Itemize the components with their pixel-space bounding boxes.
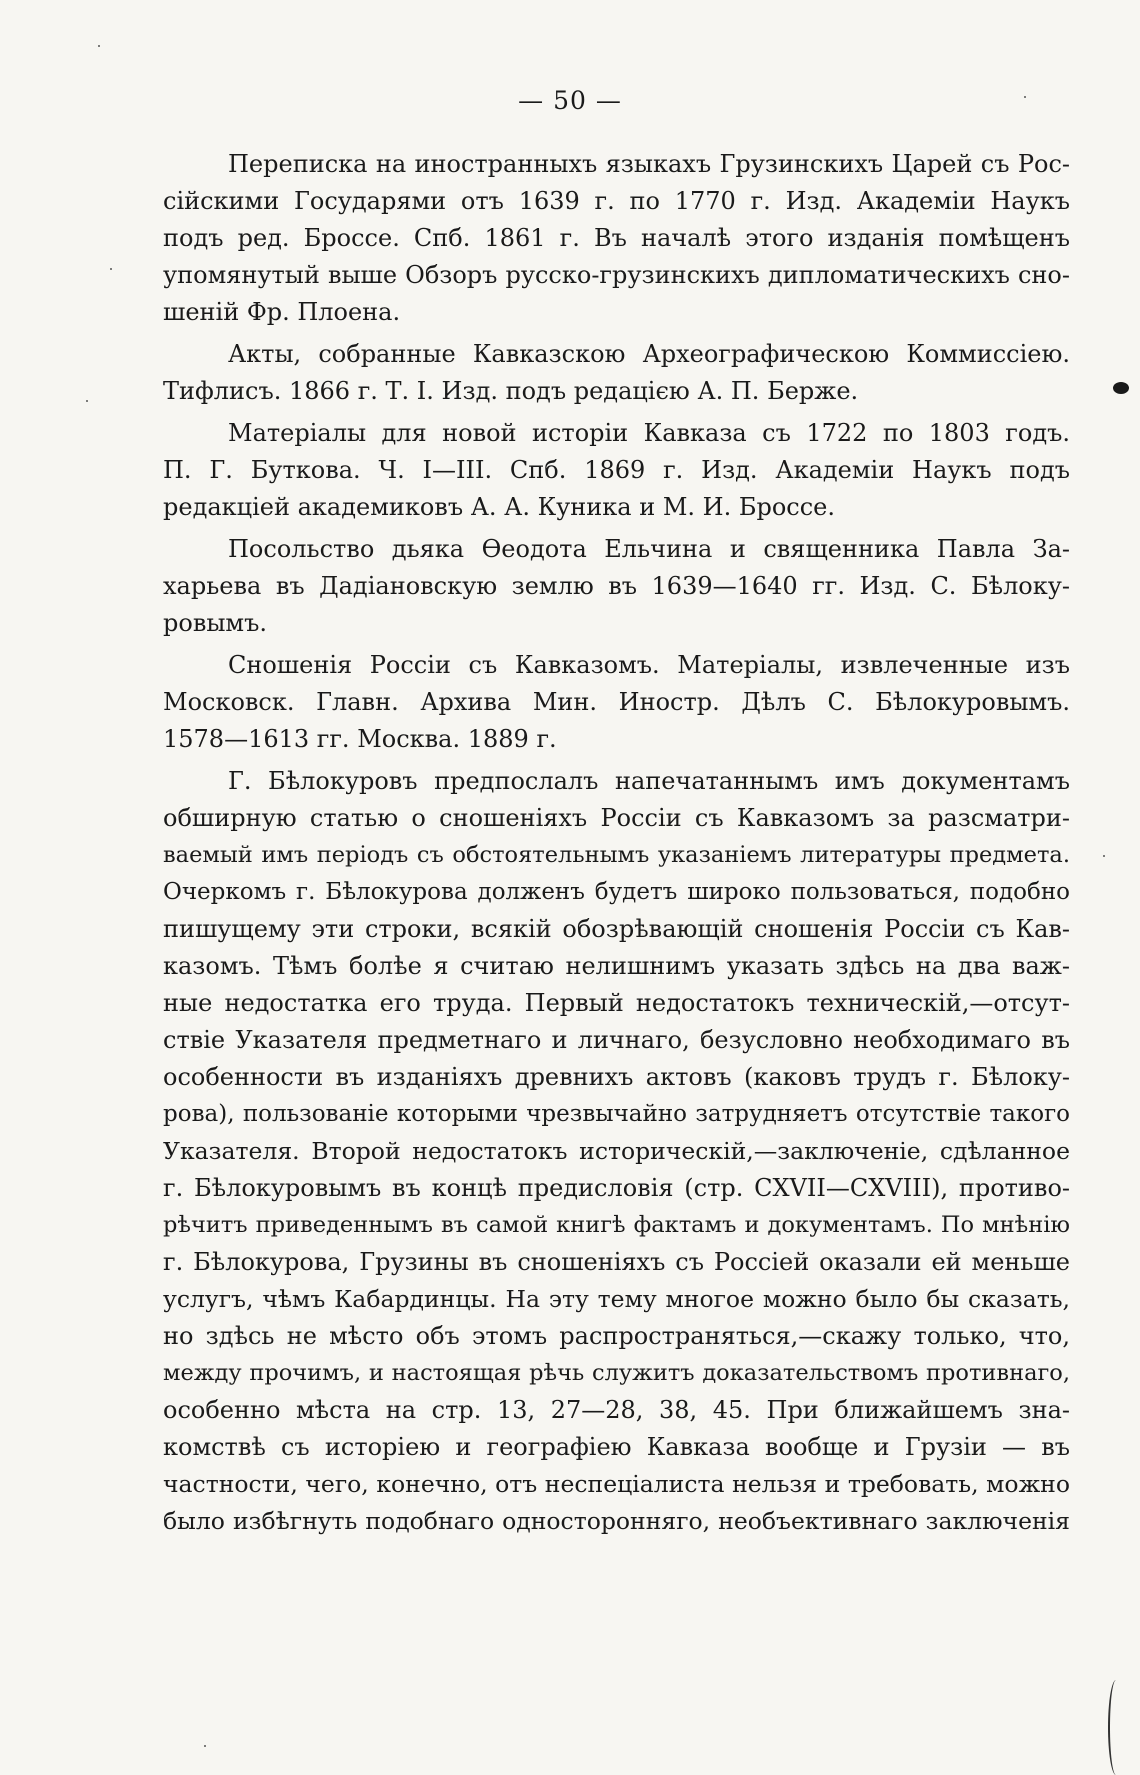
text-line: ваемый имъ періодъ съ обстоятельнымъ указаніемъ литературы предмета. [163, 842, 1070, 868]
text-line: Тифлисъ. 1866 г. Т. I. Изд. подъ редацією А. П. Берже. [163, 377, 859, 405]
text-line: комствѣ съ исторіею и географіею Кавказа вообще и Грузіи — въ [163, 1433, 1070, 1461]
text-line: было избѣгнуть подобнаго односторонняго, необъективнаго заключенія [163, 1507, 1070, 1535]
text-line: частности, чего, конечно, отъ неспеціалиста нельзя и требовать, можно [163, 1470, 1070, 1498]
scan-speck [98, 45, 100, 47]
text-line: ные недостатка его труда. Первый недостатокъ техническій,—отсут- [163, 989, 1070, 1017]
paragraph-4 [163, 531, 1070, 642]
text-line: рѣчитъ приведеннымъ въ самой книгѣ фактамъ и документамъ. По мнѣнію [163, 1212, 1070, 1238]
text-line: П. Г. Буткова. Ч. I—III. Спб. 1869 г. Изд. Академіи Наукъ подъ [163, 456, 1070, 484]
paragraph-1 [163, 146, 1070, 331]
paragraph-6 [163, 763, 1070, 1540]
ink-blot [1113, 382, 1129, 394]
text-line: Переписка на иностранныхъ языкахъ Грузинскихъ Царей съ Рос- [228, 150, 1070, 178]
text-body [163, 146, 1070, 1540]
text-line: Московск. Главн. Архива Мин. Иностр. Дѣлъ С. Бѣлокуровымъ. [163, 688, 1070, 716]
text-line: сійскими Государями отъ 1639 г. по 1770 г. Изд. Академіи Наукъ [163, 187, 1070, 215]
paragraph-5 [163, 647, 1070, 758]
paragraph-3 [163, 415, 1070, 526]
text-line: Акты, собранные Кавказскою Археографическою Коммиссіею. [228, 340, 1070, 368]
text-line: Матеріалы для новой исторіи Кавказа съ 1722 по 1803 годъ. [228, 419, 1070, 447]
text-line: г. Бѣлокурова, Грузины въ сношеніяхъ съ Россіей оказали ей меньше [163, 1248, 1070, 1276]
text-line: казомъ. Тѣмъ болѣе я считаю нелишнимъ указать здѣсь на два важ- [163, 952, 1070, 980]
text-line: особенности въ изданіяхъ древнихъ актовъ (каковъ трудъ г. Бѣлоку- [163, 1063, 1070, 1091]
text-line: г. Бѣлокуровымъ въ концѣ предисловія (стр. CXVII—CXVIII), противо- [163, 1174, 1070, 1202]
scan-speck [110, 268, 112, 270]
text-line: Посольство дьяка Ѳеодота Ельчина и священника Павла За- [228, 535, 1070, 563]
text-line: услугъ, чѣмъ Кабардинцы. На эту тему многое можно было бы сказать, [163, 1285, 1070, 1313]
text-line: ровымъ. [163, 609, 267, 637]
scan-speck [86, 400, 88, 402]
text-line: но здѣсь не мѣсто объ этомъ распространяться,—скажу только, что, [163, 1322, 1070, 1350]
text-line: между прочимъ, и настоящая рѣчь служитъ доказательствомъ противнаго, [163, 1360, 1070, 1386]
scan-speck [1024, 96, 1026, 98]
text-line: пишущему эти строки, всякій обозрѣвающій сношенія Россіи съ Кав- [163, 915, 1070, 943]
text-line: редакціей академиковъ А. А. Куника и М. И. Броссе. [163, 493, 836, 521]
scan-speck [204, 1745, 206, 1747]
text-line: ствіе Указателя предметнаго и личнаго, безусловно необходимаго въ [163, 1026, 1070, 1054]
text-line: шеній Фр. Плоена. [163, 298, 401, 326]
text-line: Г. Бѣлокуровъ предпослалъ напечатаннымъ имъ документамъ [228, 767, 1070, 795]
text-line: Очеркомъ г. Бѣлокурова долженъ будетъ широко пользоваться, подобно [163, 879, 1070, 905]
text-line: упомянутый выше Обзоръ русско-грузинскихъ дипломатическихъ сно- [163, 261, 1070, 289]
page-edge-shadow [1108, 1680, 1124, 1775]
page-number: — 50 — [518, 86, 622, 115]
text-line: 1578—1613 гг. Москва. 1889 г. [163, 725, 557, 753]
text-line: подъ ред. Броссе. Спб. 1861 г. Въ началѣ этого изданія помѣщенъ [163, 224, 1070, 252]
text-line: Указателя. Второй недостатокъ историческій,—заключеніе, сдѣланное [163, 1137, 1070, 1165]
paragraph-2 [163, 336, 1070, 410]
text-line: Сношенія Россіи съ Кавказомъ. Матеріалы, извлеченные изъ [228, 651, 1070, 679]
text-line: харьева въ Дадіановскую землю въ 1639—1640 гг. Изд. С. Бѣлоку- [163, 572, 1070, 600]
text-line: обширную статью о сношеніяхъ Россіи съ Кавказомъ за разсматри- [163, 804, 1070, 832]
text-line: рова), пользованіе которыми чрезвычайно затрудняетъ отсутствіе такого [163, 1101, 1070, 1127]
scan-speck [1103, 855, 1105, 857]
text-line: особенно мѣста на стр. 13, 27—28, 38, 45. При ближайшемъ зна- [163, 1396, 1070, 1424]
